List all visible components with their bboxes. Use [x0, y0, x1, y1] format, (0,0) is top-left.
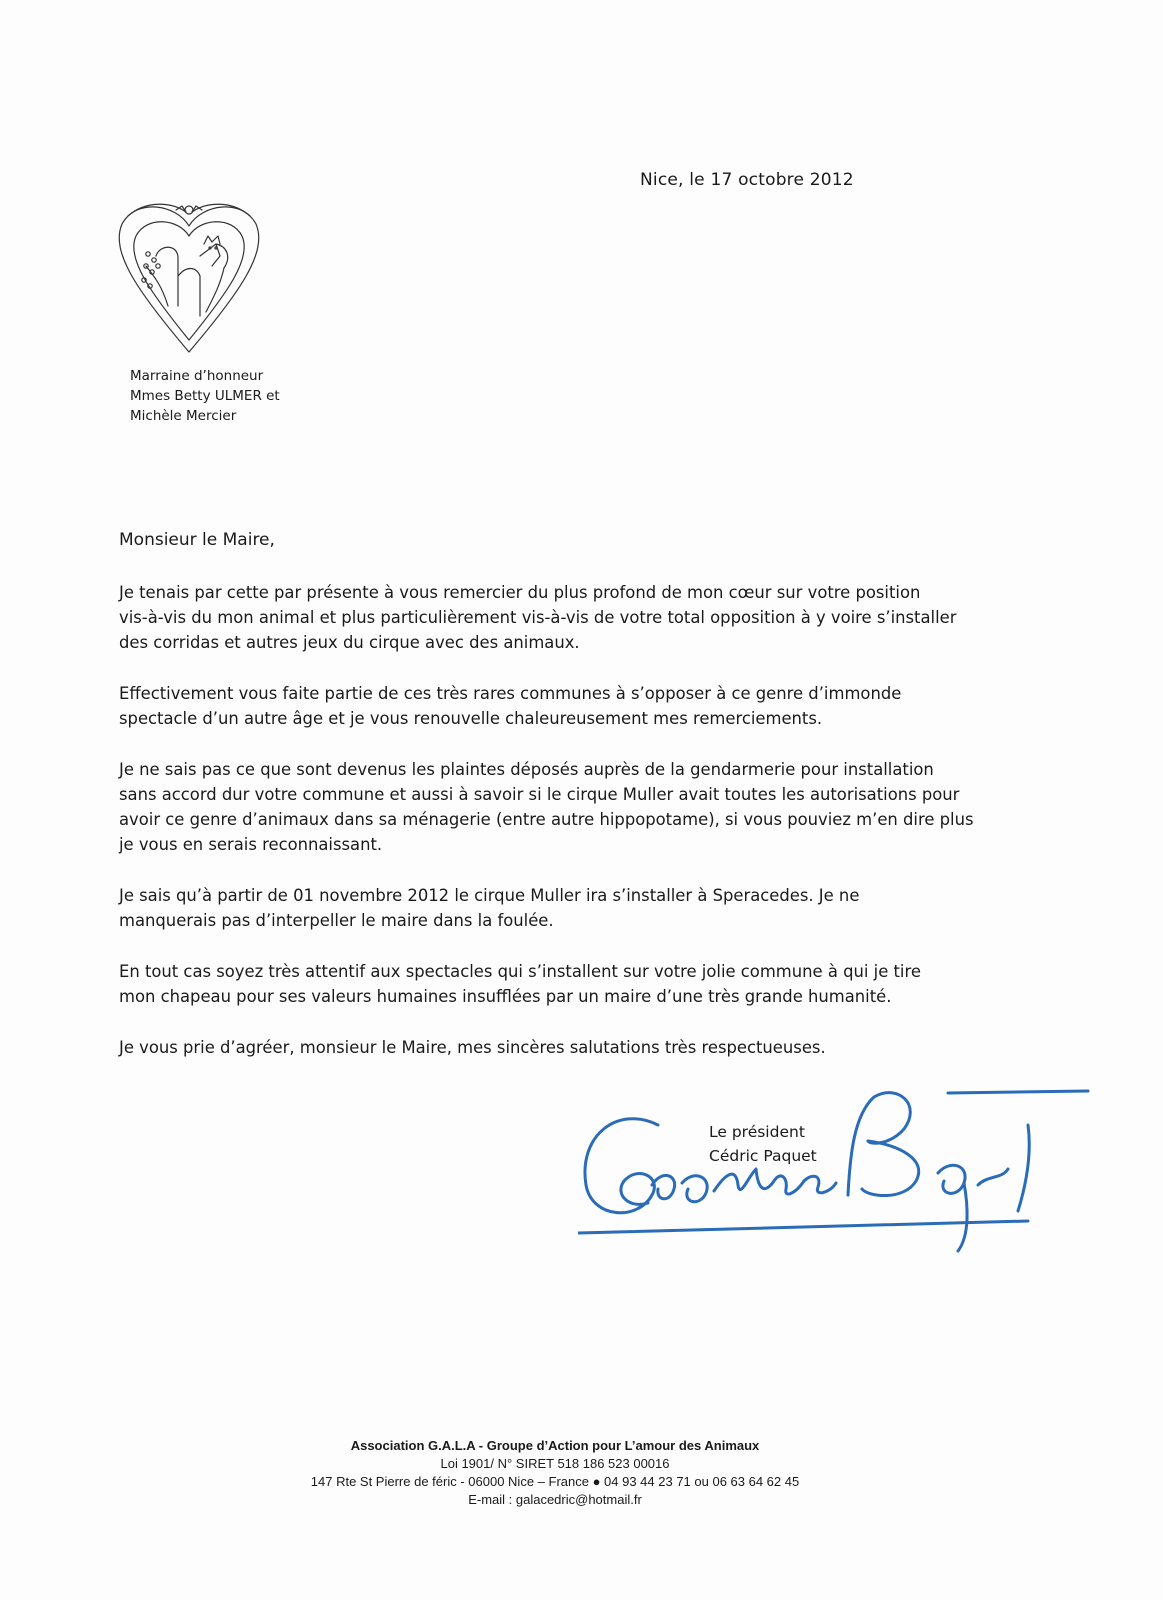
paragraph: [119, 681, 999, 731]
letter-body: [119, 580, 999, 1086]
paragraph-line: Effectivement vous faite partie de ces très rares communes à s’opposer à ce genre d’immonde: [119, 684, 902, 703]
letter-date: Nice, le 17 octobre 2012: [640, 170, 854, 190]
paragraph-line: spectacle d’un autre âge et je vous renouvelle chaleureusement mes remerciements.: [119, 709, 823, 728]
paragraph-line: je vous en serais reconnaissant.: [119, 835, 383, 854]
paragraph-line: mon chapeau pour ses valeurs humaines insufflées par un maire d’une très grande humanité.: [119, 987, 892, 1006]
handwritten-signature: [578, 1085, 1118, 1265]
salutation: Monsieur le Maire,: [119, 530, 275, 550]
heart-logo-icon: [116, 196, 262, 356]
footer-association: Association G.A.L.A - Groupe d’Action pour L’amour des Animaux: [350, 1438, 760, 1453]
paragraph: [119, 757, 999, 857]
paragraph-line: Je vous prie d’agréer, monsieur le Maire, mes sincères salutations très respectueuses.: [119, 1038, 826, 1057]
signer-block: [709, 1120, 817, 1168]
paragraph-line: En tout cas soyez très attentif aux spectacles qui s’installent sur votre jolie commune à qui je tire: [119, 962, 921, 981]
paragraph-line: avoir ce genre d’animaux dans sa ménagerie (entre autre hippopotame), si vous pouviez m’en dire plus: [119, 810, 974, 829]
paragraph-line: vis-à-vis du mon animal et plus particulièrement vis-à-vis de votre total opposition à y voire s’installer: [119, 608, 957, 627]
paragraph-line: manquerais pas d’interpeller le maire dans la foulée.: [119, 911, 554, 930]
footer-address: 147 Rte St Pierre de féric - 06000 Nice – France ● 04 93 44 23 71 ou 06 63 64 62 45: [310, 1474, 800, 1489]
paragraph: [119, 580, 999, 655]
letter-footer: [0, 1437, 1110, 1509]
honor-line: Michèle Mercier: [130, 408, 237, 424]
paragraph: [119, 883, 999, 933]
honor-line: Mmes Betty ULMER et: [130, 388, 280, 404]
footer-registration: Loi 1901/ N° SIRET 518 186 523 00016: [440, 1456, 670, 1471]
paragraph: [119, 1035, 999, 1060]
signer-name: Cédric Paquet: [709, 1147, 817, 1165]
footer-email: E-mail : galacedric@hotmail.fr: [468, 1492, 642, 1507]
paragraph-line: Je sais qu’à partir de 01 novembre 2012 le cirque Muller ira s’installer à Speracedes. Je ne: [119, 886, 860, 905]
paragraph: [119, 959, 999, 1009]
honor-line: Marraine d’honneur: [130, 368, 264, 384]
honor-block: [130, 366, 280, 426]
paragraph-line: des corridas et autres jeux du cirque avec des animaux.: [119, 633, 580, 652]
paragraph-line: sans accord dur votre commune et aussi à savoir si le cirque Muller avait toutes les autorisations pour: [119, 785, 960, 804]
paragraph-line: Je ne sais pas ce que sont devenus les plaintes déposés auprès de la gendarmerie pour installation: [119, 760, 934, 779]
paragraph-line: Je tenais par cette par présente à vous remercier du plus profond de mon cœur sur votre position: [119, 583, 921, 602]
signer-title: Le président: [709, 1123, 805, 1141]
